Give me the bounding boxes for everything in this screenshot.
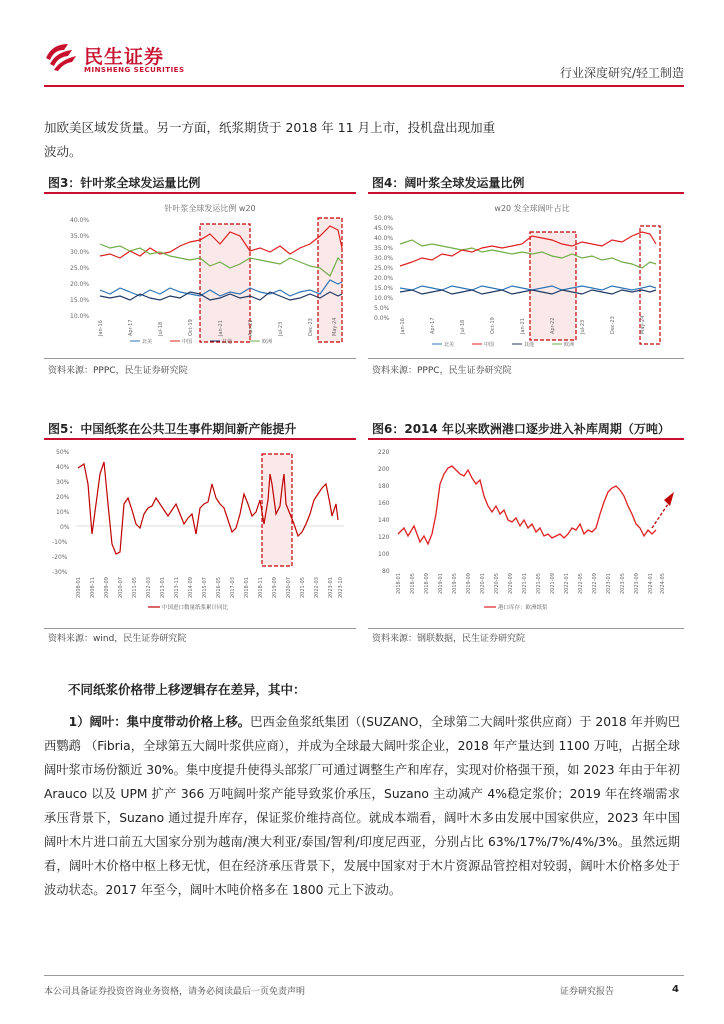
fig6-ytick: 200 [378,466,390,473]
fig6-ytick: 80 [382,568,390,575]
fig6-trend-arrow-icon [664,492,674,506]
fig6-xtick: 2022-05 [578,573,584,594]
fig5-xtick: 2016-05 [216,577,222,598]
fig5-source: 资料来源：wind，民生证券研究院 [48,634,187,644]
fig5-xtick: 2010-07 [118,577,124,598]
fig4-xtick: Jan-16 [400,318,406,334]
fig5-source-rule [44,628,356,629]
fig3-xtick: Oct-19 [188,319,194,336]
page-number: 4 [672,984,679,995]
fig6-xtick: 2021-09 [550,573,556,594]
fig4-legend [432,341,574,348]
fig5-xtick: 2018-11 [258,577,264,598]
fig5-ytick: 0% [60,524,70,531]
fig6-source: 资料来源：钢联数据，民生证券研究院 [372,634,526,644]
fig4-series-europe [400,240,656,268]
fig6-title-rule [368,438,684,440]
fig6-xtick: 2018-05 [410,573,416,594]
fig6-xtick: 2019-09 [466,573,472,594]
fig5-xtick: 2020-07 [286,577,292,598]
fig6-xtick: 2018-01 [396,573,402,594]
intro-line-2: 波动。 [44,144,82,159]
fig6-ytick: 140 [378,517,390,524]
fig3-xtick: May-24 [332,317,338,336]
fig5-xtick: 2018-01 [244,577,250,598]
fig4-series-china [400,232,656,266]
fig6-xtick: 2021-01 [522,573,528,594]
fig4-series-other [400,290,656,294]
fig4-y-ticks [374,215,393,322]
fig5-title: 图5：中国纸浆在公共卫生事件期间新产能提升 [48,422,297,436]
fig3-xtick: Apr-17 [128,319,134,336]
fig6-series-europe-port [398,466,656,544]
fig4-chart-title: w20 发全球阔叶占比 [494,204,570,213]
fig4-title: 图4：阔叶浆全球发运量比例 [372,176,525,190]
fig6-ytick: 180 [378,483,390,490]
page-header [44,40,684,84]
fig3-ytick: 30.0% [70,249,90,256]
fig4-ytick: 25.0% [374,265,394,272]
fig5-xtick: 2014-09 [188,577,194,598]
fig3-source-rule [44,358,356,359]
fig5-ytick: -20% [52,554,68,561]
fig5-ytick: 50% [56,449,70,456]
fig5-title-rule [44,438,356,440]
fig4-source-rule [368,358,684,359]
fig4-ytick: 20.0% [374,275,394,282]
logo-text-cn: 民生证券 [84,46,165,68]
fig6-xtick: 2019-01 [438,573,444,594]
fig6-xtick: 2023-09 [634,573,640,594]
fig3-chart [60,196,350,346]
fig6-title: 图6：2014 年以来欧洲港口逐步进入补库周期（万吨） [372,422,670,436]
fig5-ytick: 10% [56,509,70,516]
fig3-title: 图3：针叶浆全球发运量比例 [48,176,201,190]
fig5-chart [44,444,356,624]
fig3-ytick: 10.0% [70,313,90,320]
fig3-chart-title: 针叶浆全球发运比例 w20 [164,204,256,213]
fig5-xtick: 2011-05 [132,577,138,598]
fig4-xtick: Oct-19 [490,317,496,334]
fig3-xtick: Jan-16 [98,320,104,336]
fig6-y-ticks [378,449,390,575]
fig3-xtick: Jul-18 [158,321,164,336]
fig3-ytick: 20.0% [70,281,90,288]
fig6-xtick: 2023-01 [606,573,612,594]
fig3-legend-label: 北美 [142,339,153,345]
fig6-xtick: 2018-09 [424,573,430,594]
fig4-xtick: Jan-21 [520,318,526,334]
fig4-series-north-america [400,286,656,290]
fig5-x-ticks [76,577,344,598]
fig3-legend-label: 欧洲 [262,339,273,345]
fig4-x-ticks [400,316,646,335]
fig5-y-ticks [52,449,70,576]
fig6-x-ticks [396,573,666,594]
fig4-ytick: 0.0% [374,315,390,322]
fig4-source: 资料来源：PPPC，民生证券研究院 [372,366,512,376]
fig5-legend-label: 中国进口数量纸浆累计同比 [162,605,229,611]
fig6-xtick: 2019-05 [452,573,458,594]
fig5-xtick: 2019-09 [272,577,278,598]
fig3-y-ticks [70,217,89,320]
fig5-xtick: 2008-01 [76,577,82,598]
fig5-xtick: 2012-03 [146,577,152,598]
fig5-xtick: 2009-09 [104,577,110,598]
fig6-xtick: 2024-05 [660,573,666,594]
fig4-legend-label: 北美 [444,342,455,348]
fig5-xtick: 2021-05 [300,577,306,598]
fig4-chart [372,196,672,351]
fig4-legend-label: 中国 [484,342,495,348]
section-body [44,710,680,902]
fig4-legend-label: 其他 [524,342,535,348]
fig3-xtick: Jan-21 [218,320,224,336]
fig5-xtick: 2017-03 [230,577,236,598]
fig3-title-rule [44,192,356,194]
fig6-xtick: 2021-05 [536,573,542,594]
fig4-ytick: 5.0% [374,305,390,312]
fig6-xtick: 2022-01 [564,573,570,594]
fig5-xtick: 2008-11 [90,577,96,598]
fig6-ytick: 120 [378,534,390,541]
fig4-ytick: 35.0% [374,245,394,252]
fig6-xtick: 2020-05 [494,573,500,594]
fig4-legend-label: 欧洲 [564,342,575,348]
fig6-xtick: 2020-01 [480,573,486,594]
fig4-xtick: Jul-23 [580,319,586,334]
fig4-ytick: 10.0% [374,295,394,302]
fig5-ytick: 20% [56,494,70,501]
header-divider [44,85,684,87]
fig3-source: 资料来源：PPPC，民生证券研究院 [48,366,188,376]
minsheng-logo-icon [44,40,78,72]
fig5-xtick: 2022-03 [314,577,320,598]
fig3-ytick: 15.0% [70,297,90,304]
fig6-legend-label: 港口库存：欧洲纸浆 [498,605,548,611]
footer-divider [44,975,684,976]
fig4-xtick: Apr-17 [430,317,436,334]
fig6-trend-arrow-line [652,504,668,528]
intro-line-1: 加欧美区域发货量。另一方面，纸浆期货于 2018 年 11 月上市，投机盘出现加重 [44,120,496,135]
fig5-ytick: 30% [56,479,70,486]
fig4-xtick: Jul-18 [460,319,466,334]
fig6-xtick: 2023-05 [620,573,626,594]
fig3-x-ticks [98,318,338,337]
fig3-ytick: 35.0% [70,233,90,240]
fig5-xtick: 2023-01 [328,577,334,598]
fig5-ytick: -10% [52,539,68,546]
fig6-xtick: 2022-09 [592,573,598,594]
fig5-xtick: 2015-07 [202,577,208,598]
section-heading: 不同纸浆价格带上移逻辑存在差异，其中： [68,682,306,697]
fig5-ytick: 40% [56,464,70,471]
fig4-ytick: 30.0% [374,255,394,262]
fig5-xtick: 2013-11 [174,577,180,598]
fig3-legend-label: 中国 [182,339,193,345]
paragraph-lead: 1）阔叶：集中度带动价格上移。 [68,715,251,729]
fig5-xtick: 2013-01 [160,577,166,598]
footer-report-type: 证券研究报告 [560,987,615,997]
fig4-title-rule [368,192,684,194]
fig5-xtick: 2023-10 [338,577,344,598]
fig3-ytick: 40.0% [70,217,90,224]
fig3-xtick: Jul-23 [278,321,284,336]
fig4-ytick: 50.0% [374,215,394,222]
fig6-xtick: 2020-09 [508,573,514,594]
fig6-ytick: 100 [378,551,390,558]
paragraph-text: 巴西金鱼浆纸集团（(SUZANO，全球第二大阔叶浆供应商）于 2018 年并购巴西鹦鹉 （Fibria，全球第五大阔叶浆供应商），并成为全球最大阔叶浆企业，2018 年产量达到 1100 万吨，占据全球阔叶浆市场份额近 30%。集中度提升使得头部浆厂可通过调整生产和库存，实现对价格强干预，如 2023 年由于年初 Arauco 以及 UPM 扩产 366 万吨阔叶浆产能导致浆价承压，Suzano 主动减产 4%稳定浆价；2019 年在终端需求承压背景下，Suzano 通过提升库存，保证浆价维持高位。就成本端看，阔叶木多由发展中国家供应，2023 年中国阔叶木片进口前五大国家分别为越南/澳大利亚/泰国/智利/印度尼西亚，分别占比 63%/17%/7%/4%/3%。虽然远期看，阔叶木价格中枢上移无忧，但在经济承压背景下，发展中国家对于木片资源品管控相对较弱，阔叶木价格多处于波动状态。2017 年至今，阔叶木吨价格多在 1800 元上下波动。 [44,715,681,897]
fig4-ytick: 15.0% [374,285,394,292]
fig4-ytick: 40.0% [374,235,394,242]
fig3-legend-label: 其他 [222,339,233,345]
report-category: 行业深度研究/轻工制造 [559,66,684,80]
fig4-xtick: Dec-23 [610,316,616,334]
fig6-ytick: 160 [378,500,390,507]
fig5-ytick: -30% [52,569,68,576]
fig6-xtick: 2024-01 [648,573,654,594]
fig4-xtick: May-24 [640,315,646,334]
fig6-ytick: 220 [378,449,390,456]
fig3-ytick: 25.0% [70,265,90,272]
fig3-highlight-1 [200,224,250,342]
footer-disclaimer: 本公司具备证券投资咨询业务资格，请务必阅读最后一页免责声明 [44,987,306,997]
fig5-series-import [78,462,338,554]
fig3-xtick: Apr-22 [248,319,254,336]
fig6-source-rule [368,628,684,629]
fig4-ytick: 45.0% [374,225,394,232]
fig4-xtick: Apr-22 [550,317,556,334]
fig3-xtick: Dec-23 [308,318,314,336]
fig6-chart [368,444,684,624]
logo-text-en: MINSHENG SECURITIES [84,66,185,74]
